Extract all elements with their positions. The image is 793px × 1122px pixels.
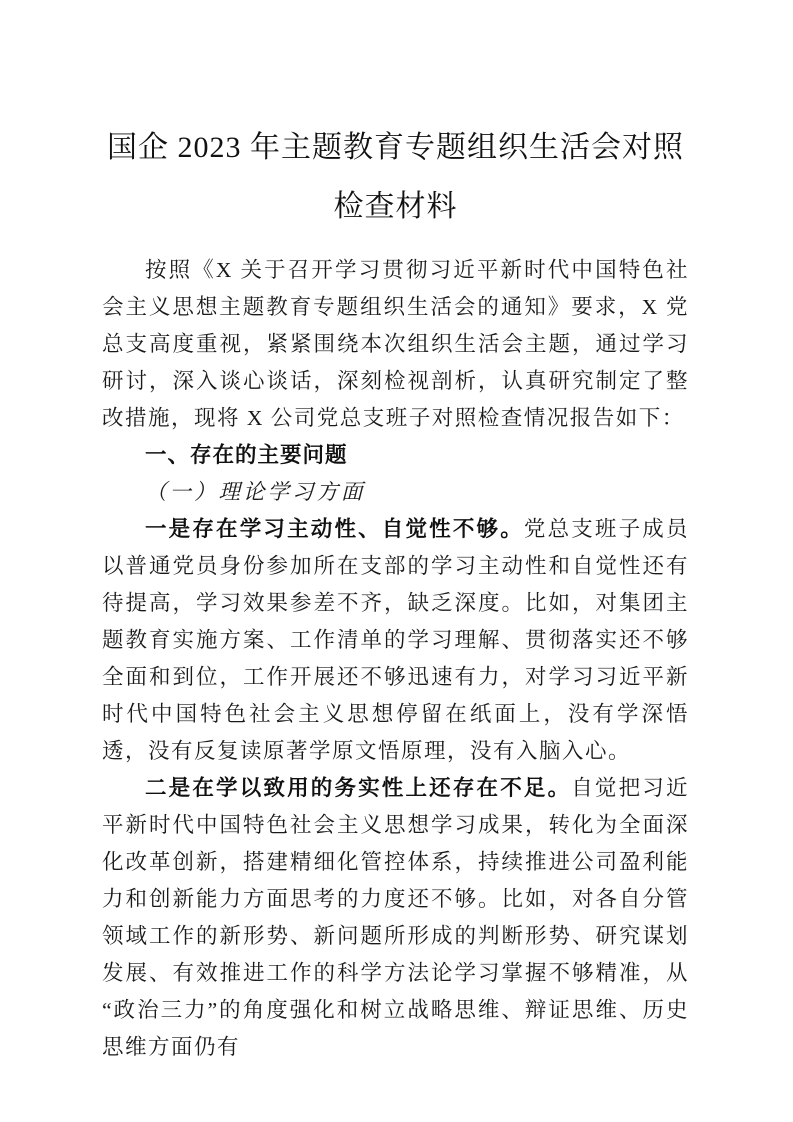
point-1-paragraph <box>102 511 689 770</box>
point-2-paragraph <box>102 770 689 1066</box>
point-1-lead: 一是存在学习主动性、自觉性不够。 <box>145 517 524 541</box>
intro-paragraph: 按照《X 关于召开学习贯彻习近平新时代中国特色社会主义思想主题教育专题组织生活会的通知》要求，X 党总支高度重视，紧紧围绕本次组织生活会主题，通过学习研讨，深入谈心谈话，深刻检视剖析，认真研究制定了整改措施，现将 X 公司党总支班子对照检查情况报告如下： <box>102 258 689 430</box>
point-2-lead: 二是在学以致用的务实性上还存在不足。 <box>145 776 572 800</box>
document-title-line-2: 检查材料 <box>333 190 458 223</box>
point-1-text: 党总支班子成员以普通党员身份参加所在支部的学习主动性和自觉性还有待提高，学习效果参差不齐，缺乏深度。比如，对集团主题教育实施方案、工作清单的学习理解、贯彻落实还不够全面和到位，工作开展还不够迅速有力，对学习习近平新时代中国特色社会主义思想停留在纸面上，没有学深悟透，没有反复读原著学原文悟原理，没有入脑入心。 <box>102 517 689 763</box>
document-title-line-1: 国企 2023 年主题教育专题组织生活会对照 <box>107 131 684 164</box>
section-1-heading: 一、存在的主要问题 <box>145 443 348 467</box>
subsection-1-1-heading: （一）理论学习方面 <box>145 480 366 504</box>
document-title <box>102 118 689 236</box>
point-2-text: 自觉把习近平新时代中国特色社会主义思想学习成果，转化为全面深化改革创新，搭建精细化管控体系，持续推进公司盈利能力和创新能力方面思考的力度还不够。比如，对各自分管领域工作的新形势、新问题所形成的判断形势、研究谋划发展、有效推进工作的科学方法论学习掌握不够精准，从“政治三力”的角度强化和树立战略思维、辩证思维、历史思维方面仍有 <box>102 776 689 1059</box>
